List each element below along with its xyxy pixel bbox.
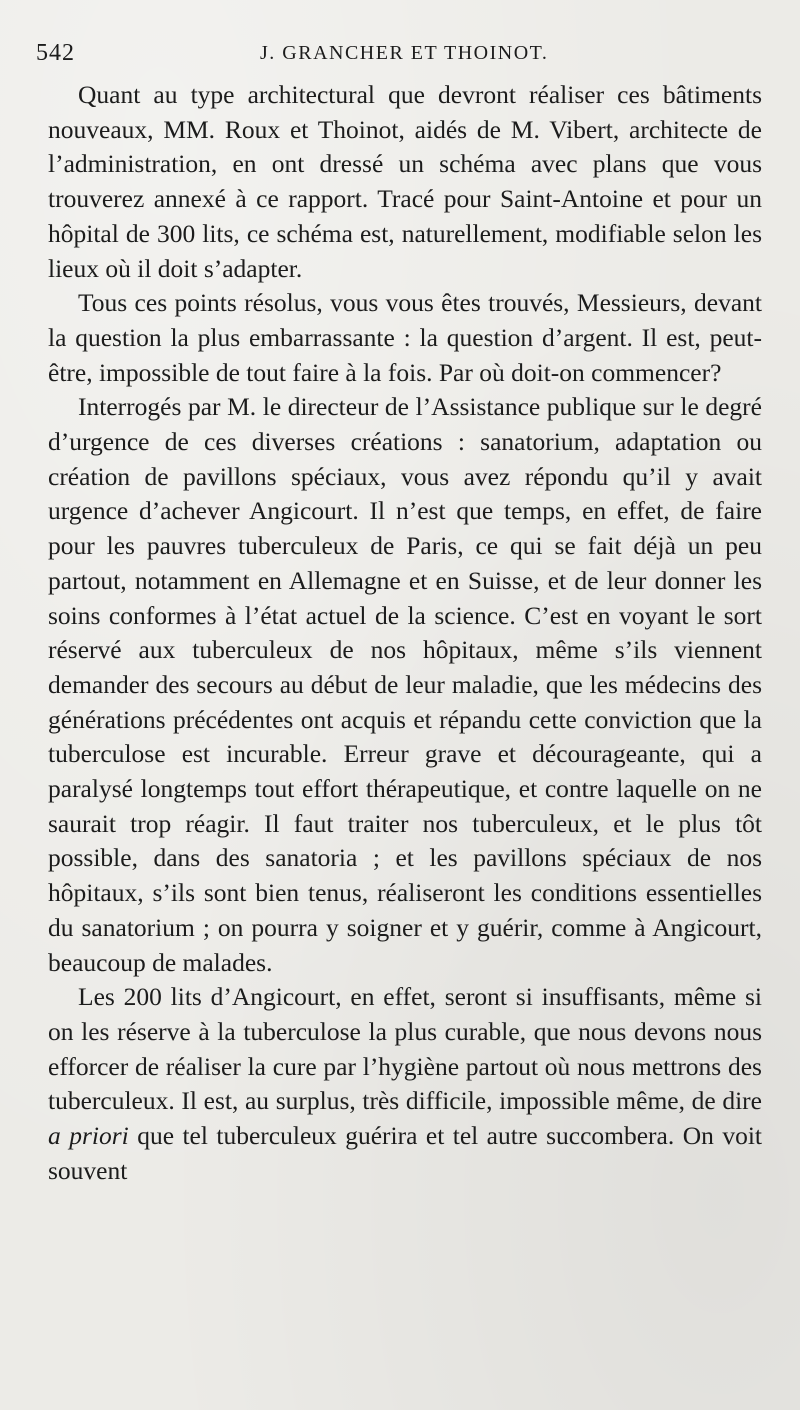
- paragraph-money-question: Tous ces points résolus, vous vous êtes trouvés, Messieurs, devant la question la plus embarrassante : la question d’argent. Il est, peut-être, impossible de tout faire à la fois. Par où doit-on commencer?: [48, 288, 762, 387]
- paragraph-architecture: Quant au type architectural que devront réaliser ces bâtiments nouveaux, MM. Roux et Thoinot, aidés de M. Vibert, architecte de l’administration, en ont dressé un schéma avec plans que vous trouverez annexé à ce rapport. Tracé pour Saint-Antoine et pour un hôpital de 300 lits, ce schéma est, naturellement, modifiable selon les lieux où il doit s’adapter.: [48, 80, 762, 283]
- paragraph-angicourt-beds: [48, 980, 762, 1188]
- paragraph-text-after-italic: que tel tuberculeux guérira et tel autre succombera. On voit souvent: [48, 1121, 762, 1185]
- page-number: 542: [36, 40, 75, 66]
- running-title: J. GRANCHER ET THOINOT.: [260, 42, 549, 64]
- paragraph-text-before-italic: Les 200 lits d’Angicourt, en effet, seront si insuffisants, même si on les réserve à la tuberculose la plus curable, que nous devons nous efforcer de réaliser la cure par l’hygiène partout où nous mettrons des tuberculeux. Il est, au surplus, très difficile, impossible même, de dire: [48, 982, 762, 1116]
- running-head: [36, 40, 762, 74]
- body-text: [48, 78, 762, 1189]
- italic-phrase: a priori: [48, 1121, 129, 1151]
- paragraph-urgency: Interrogés par M. le directeur de l’Assistance publique sur le degré d’urgence de ces diverses créations : sanatorium, adaptation ou création de pavillons spéciaux, vous avez répondu qu’il y avait urgence d’achever Angicourt. Il n’est que temps, en effet, de faire pour les pauvres tuberculeux de Paris, ce qui se fait déjà un peu partout, notamment en Allemagne et en Suisse, et de leur donner les soins conformes à l’état actuel de la science. C’est en voyant le sort réservé aux tuberculeux de nos hôpitaux, même s’ils viennent demander des secours au début de leur maladie, que les médecins des générations précédentes ont acquis et répandu cette conviction que la tuberculose est incurable. Erreur grave et décourageante, qui a paralysé longtemps tout effort thérapeutique, et contre laquelle on ne saurait trop réagir. Il faut traiter nos tuberculeux, et le plus tôt possible, dans des sanatoria ; et les pavillons spéciaux de nos hôpitaux, s’ils sont bien tenus, réaliseront les conditions essentielles du sanatorium ; on pourra y soigner et y guérir, comme à Angicourt, beaucoup de malades.: [48, 392, 762, 977]
